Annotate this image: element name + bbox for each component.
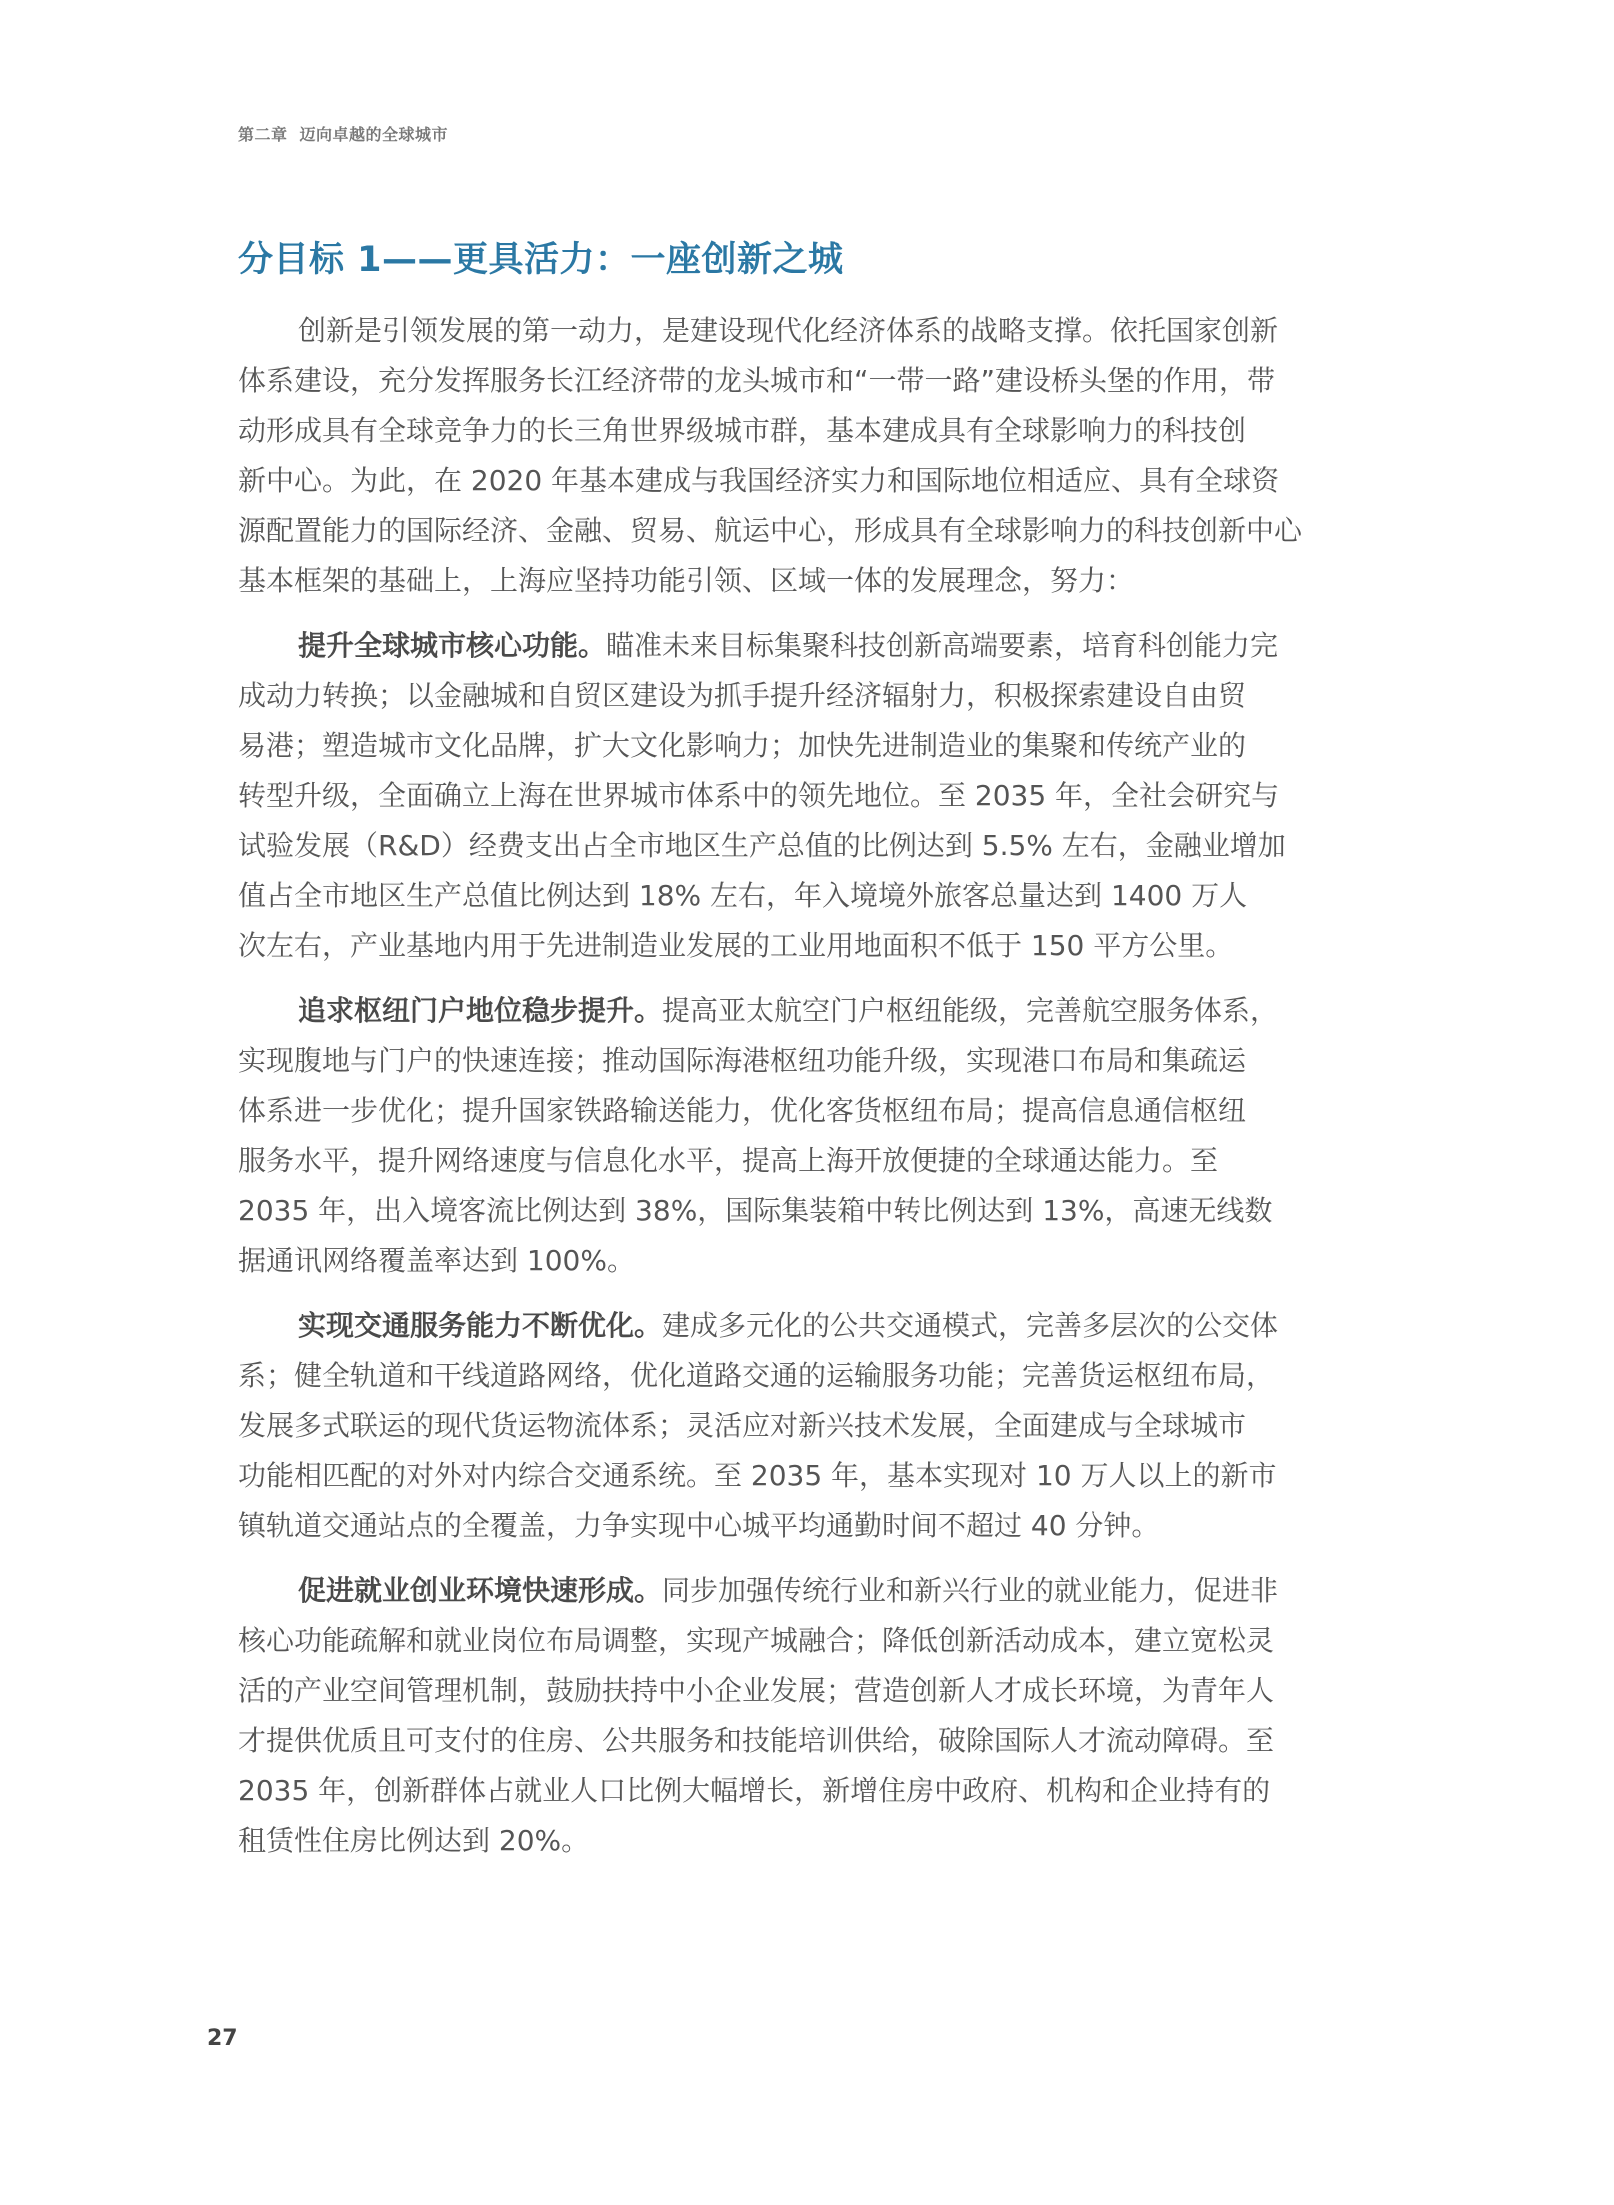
page-number: 27: [207, 2026, 238, 2051]
text-line: 核心功能疏解和就业岗位布局调整，实现产城融合；降低创新活动成本，建立宽松灵: [238, 1624, 1275, 1657]
text-line: 基本框架的基础上，上海应坚持功能引领、区域一体的发展理念，努力：: [238, 564, 1135, 597]
text-line-rest: 同步加强传统行业和新兴行业的就业能力，促进非: [662, 1574, 1279, 1607]
chapter-title: 迈向卓越的全球城市: [299, 125, 449, 144]
chapter-label: 第二章: [238, 125, 288, 144]
text-line: 活的产业空间管理机制，鼓励扶持中小企业发展；营造创新人才成长环境，为青年人: [238, 1674, 1275, 1707]
body-content: [238, 316, 1338, 1891]
text-line-rest: 瞄准未来目标集聚科技创新高端要素，培育科创能力完: [606, 629, 1279, 662]
paragraph-lead: 提升全球城市核心功能。: [298, 629, 607, 662]
text-line: 体系进一步优化；提升国家铁路输送能力，优化客货枢纽布局；提高信息通信枢纽: [238, 1094, 1247, 1127]
text-line: 2035 年，出入境客流比例达到 38%，国际集装箱中转比例达到 13%，高速无线数: [238, 1194, 1273, 1227]
text-line: [238, 1576, 1338, 1626]
text-line: 服务水平，提升网络速度与信息化水平，提高上海开放便捷的全球通达能力。至: [238, 1144, 1219, 1177]
text-line: 成动力转换；以金融城和自贸区建设为抓手提升经济辐射力，积极探索建设自由贸: [238, 679, 1247, 712]
paragraph-lead: 促进就业创业环境快速形成。: [298, 1574, 663, 1607]
paragraph-employment: [238, 1576, 1338, 1876]
text-line: 体系建设，充分发挥服务长江经济带的龙头城市和“一带一路”建设桥头堡的作用，带: [238, 364, 1276, 397]
text-line: [238, 996, 1338, 1046]
text-line: 源配置能力的国际经济、金融、贸易、航运中心，形成具有全球影响力的科技创新中心: [238, 514, 1303, 547]
paragraph-intro: [238, 316, 1338, 616]
paragraph-lead: 追求枢纽门户地位稳步提升。: [298, 994, 663, 1027]
text-line: 据通讯网络覆盖率达到 100%。: [238, 1244, 635, 1277]
paragraph-transport: [238, 1311, 1338, 1561]
text-line: 易港；塑造城市文化品牌，扩大文化影响力；加快先进制造业的集聚和传统产业的: [238, 729, 1247, 762]
paragraph-core-functions: [238, 631, 1338, 981]
text-line: 系；健全轨道和干线道路网络，优化道路交通的运输服务功能；完善货运枢纽布局，: [238, 1359, 1275, 1392]
text-line: 2035 年，创新群体占就业人口比例大幅增长，新增住房中政府、机构和企业持有的: [238, 1774, 1271, 1807]
text-line-rest: 提高亚太航空门户枢纽能级，完善航空服务体系，: [662, 994, 1279, 1027]
text-line: 次左右，产业基地内用于先进制造业发展的工业用地面积不低于 150 平方公里。: [238, 929, 1234, 962]
text-line: 实现腹地与门户的快速连接；推动国际海港枢纽功能升级，实现港口布局和集疏运: [238, 1044, 1247, 1077]
paragraph-hub-gateway: [238, 996, 1338, 1296]
text-line: 动形成具有全球竞争力的长三角世界级城市群，基本建成具有全球影响力的科技创: [238, 414, 1247, 447]
text-line: 租赁性住房比例达到 20%。: [238, 1824, 590, 1857]
text-line: 试验发展（R&D）经费支出占全市地区生产总值的比例达到 5.5% 左右，金融业增加: [238, 829, 1286, 862]
running-header: [238, 122, 448, 145]
text-line: 创新是引领发展的第一动力，是建设现代化经济体系的战略支撑。依托国家创新: [298, 314, 1279, 347]
text-line: 转型升级，全面确立上海在世界城市体系中的领先地位。至 2035 年，全社会研究与: [238, 779, 1280, 812]
paragraph-lead: 实现交通服务能力不断优化。: [298, 1309, 663, 1342]
text-line-rest: 建成多元化的公共交通模式，完善多层次的公交体: [662, 1309, 1279, 1342]
text-line: 值占全市地区生产总值比例达到 18% 左右，年入境境外旅客总量达到 1400 万人: [238, 879, 1248, 912]
text-line: 镇轨道交通站点的全覆盖，力争实现中心城平均通勤时间不超过 40 分钟。: [238, 1509, 1160, 1542]
text-line: 功能相匹配的对外对内综合交通系统。至 2035 年，基本实现对 10 万人以上的新市: [238, 1459, 1277, 1492]
text-line: [238, 631, 1338, 681]
text-line: 才提供优质且可支付的住房、公共服务和技能培训供给，破除国际人才流动障碍。至: [238, 1724, 1275, 1757]
section-title: 分目标 1——更具活力：一座创新之城: [238, 240, 844, 280]
text-line: 新中心。为此，在 2020 年基本建成与我国经济实力和国际地位相适应、具有全球资: [238, 464, 1280, 497]
text-line: [238, 1311, 1338, 1361]
text-line: 发展多式联运的现代货运物流体系；灵活应对新兴技术发展，全面建成与全球城市: [238, 1409, 1247, 1442]
